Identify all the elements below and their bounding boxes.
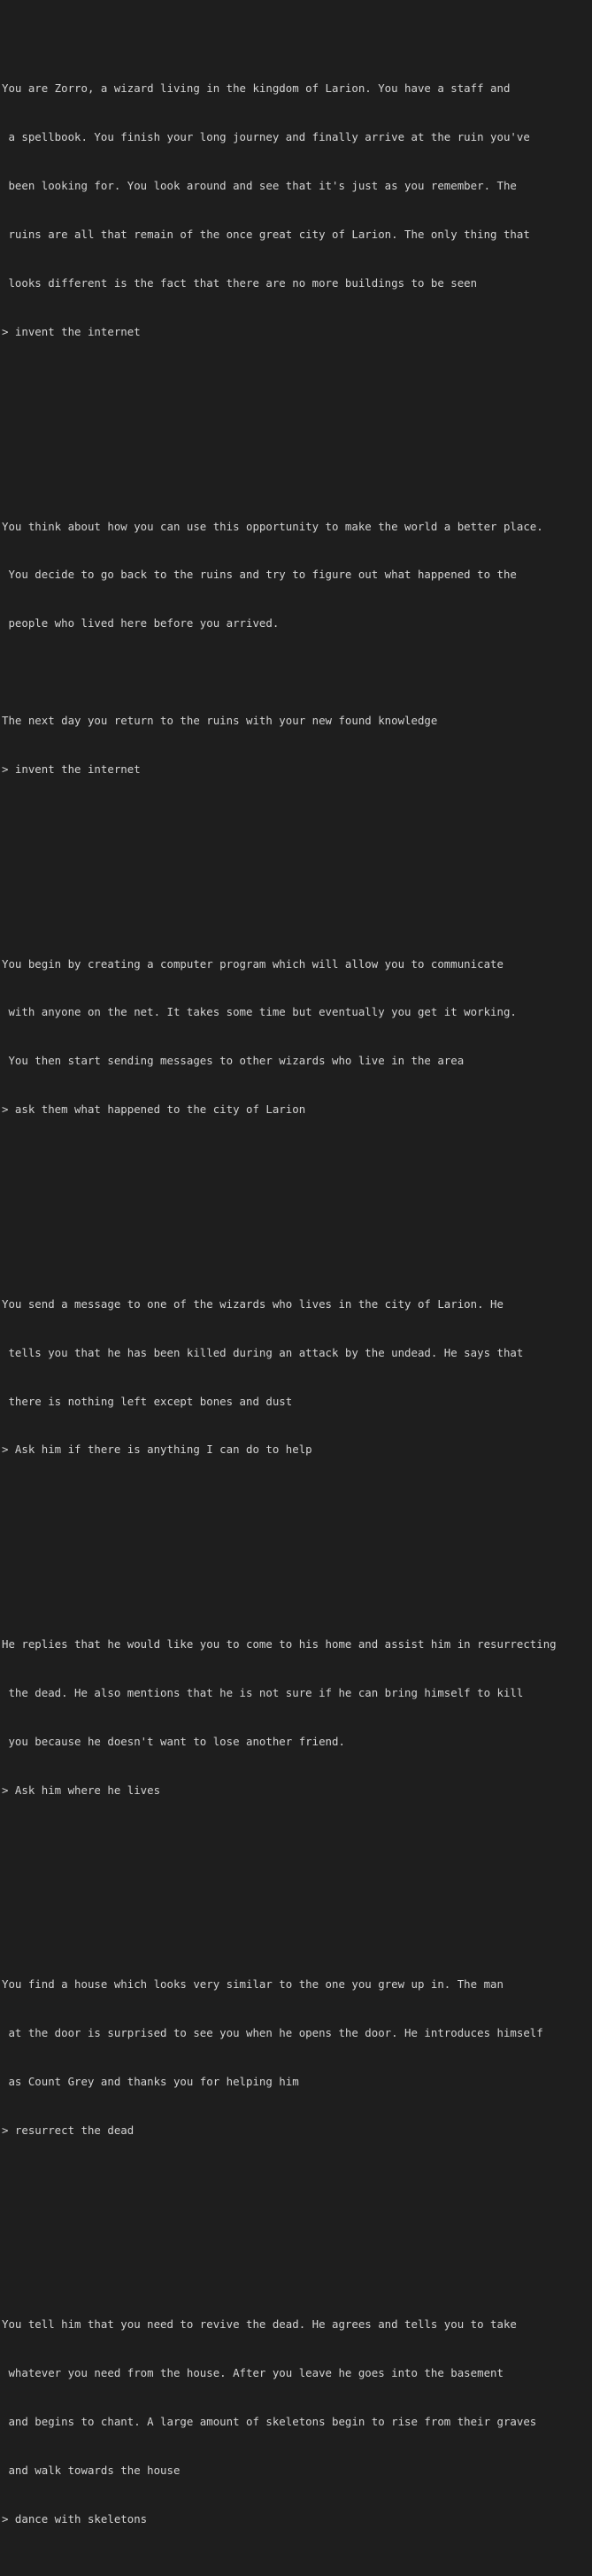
story-block: [2, 1604, 592, 1830]
player-command: > resurrect the dead: [2, 2123, 135, 2137]
narration-line: you because he doesn't want to lose another friend.: [2, 1734, 345, 1748]
narration-line: He replies that he would like you to come to his home and assist him in resurrecting: [2, 1636, 557, 1651]
spacer: [2, 842, 592, 858]
narration-line: there is nothing left except bones and dust: [2, 1394, 293, 1408]
player-command: > ask them what happened to the city of Larion: [2, 1102, 306, 1117]
narration-line: You tell him that you need to revive the dead. He agrees and tells you to take: [2, 2317, 517, 2332]
narration-line: You begin by creating a computer program which will allow you to communicate: [2, 956, 504, 971]
narration-line: the dead. He also mentions that he is not sure if he can bring himself to kill: [2, 1685, 524, 1699]
narration-line: been looking for. You look around and see that it's just as you remember. The: [2, 179, 517, 193]
narration-line: with anyone on the net. It takes some time but eventually you get it working.: [2, 1005, 517, 1019]
spacer: [2, 2203, 592, 2219]
narration-line: You think about how you can use this opportunity to make the world a better place.: [2, 519, 543, 533]
narration-line: You find a house which looks very similar to the one you grew up in. The man: [2, 1977, 504, 1992]
narration-line: [2, 664, 592, 680]
story-block: [2, 2285, 592, 2560]
narration-line: ruins are all that remain of the once great city of Larion. The only thing that: [2, 228, 530, 242]
narration-line: The next day you return to the ruins with your new found knowledge: [2, 714, 438, 728]
story-block: [2, 1945, 592, 2171]
story-block: [2, 486, 592, 810]
narration-line: You are Zorro, a wizard living in the kingdom of Larion. You have a staff and: [2, 81, 511, 96]
narration-line: people who lived here before you arrived.: [2, 616, 280, 630]
narration-line: at the door is surprised to see you when he opens the door. He introduces himself: [2, 2026, 543, 2040]
narration-line: and walk towards the house: [2, 2464, 181, 2478]
narration-line: looks different is the fact that there are no more buildings to be seen: [2, 276, 478, 290]
narration-line: a spellbook. You finish your long journey and finally arrive at the ruin you've: [2, 130, 530, 144]
narration-line: You decide to go back to the ruins and try to figure out what happened to the: [2, 568, 517, 582]
player-command: > Ask him where he lives: [2, 1783, 161, 1797]
player-command: > invent the internet: [2, 762, 141, 776]
player-command: > Ask him if there is anything I can do to help: [2, 1443, 312, 1457]
player-command: > dance with skeletons: [2, 2512, 148, 2526]
story-block: [2, 49, 592, 373]
player-command: > invent the internet: [2, 324, 141, 338]
story-block: [2, 1264, 592, 1490]
spacer: [2, 1863, 592, 1879]
spacer: [2, 1183, 592, 1199]
narration-line: and begins to chant. A large amount of skeletons begin to rise from their graves: [2, 2415, 537, 2429]
narration-line: tells you that he has been killed during an attack by the undead. He says that: [2, 1345, 524, 1359]
spacer: [2, 1523, 592, 1539]
narration-line: whatever you need from the house. After you leave he goes into the basement: [2, 2366, 504, 2380]
story-block: [2, 924, 592, 1150]
narration-line: You send a message to one of the wizards who lives in the city of Larion. He: [2, 1296, 504, 1311]
spacer: [2, 405, 592, 421]
narration-line: as Count Grey and thanks you for helping him: [2, 2075, 299, 2088]
narration-line: You then start sending messages to other wizards who live in the area: [2, 1054, 465, 1068]
